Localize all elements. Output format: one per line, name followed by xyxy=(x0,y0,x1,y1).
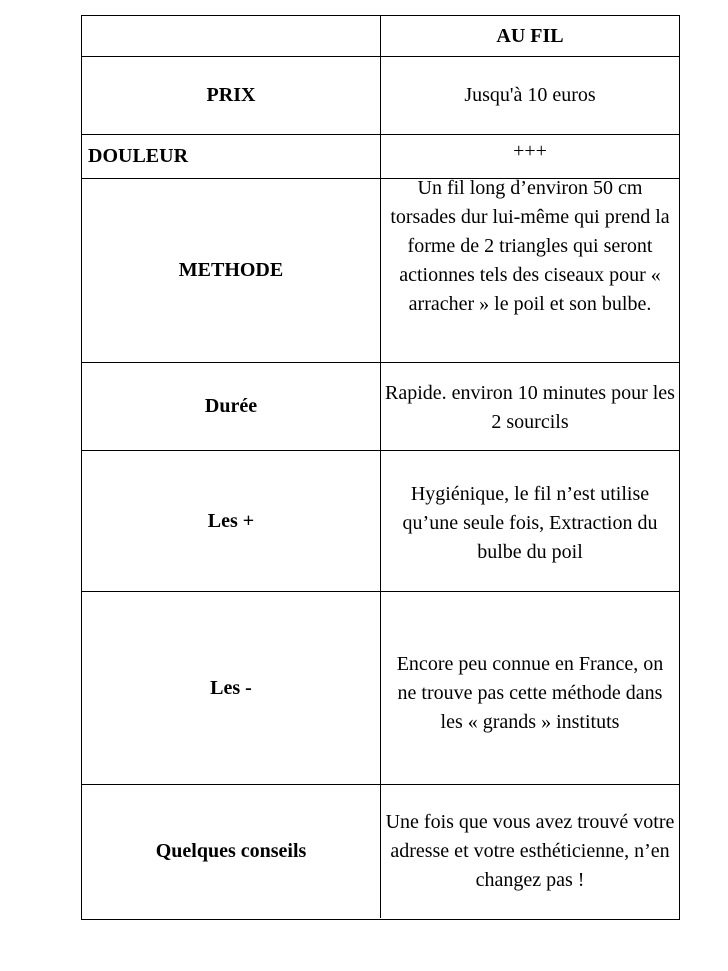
row-label: Quelques conseils xyxy=(82,785,381,918)
row-value: Un fil long d’environ 50 cm torsades dur lui-même qui prend la forme de 2 triangles qui seront actionnes tels des ciseaux pour « arracher » le poil et son bulbe. xyxy=(390,177,670,315)
row-label: Les + xyxy=(82,451,381,591)
row-value: Jusqu'à 10 euros xyxy=(464,84,596,106)
comparison-table xyxy=(81,15,680,920)
table-row-methode xyxy=(82,179,679,363)
row-label: DOULEUR xyxy=(82,135,381,178)
table-row-conseils xyxy=(82,785,679,918)
table-header-row xyxy=(82,16,679,57)
table-row-les-moins xyxy=(82,592,679,785)
row-label: METHODE xyxy=(82,179,381,362)
row-label: PRIX xyxy=(82,57,381,134)
row-value: Rapide. environ 10 minutes pour les 2 sourcils xyxy=(385,382,675,433)
table-row-duree xyxy=(82,363,679,451)
table-row-prix xyxy=(82,57,679,135)
header-label-cell xyxy=(82,16,381,56)
row-value: Encore peu connue en France, on ne trouve pas cette méthode dans les « grands » instituts xyxy=(396,652,664,733)
row-value: Une fois que vous avez trouvé votre adresse et votre esthéticienne, n’en changez pas ! xyxy=(385,811,675,891)
table-row-douleur xyxy=(82,135,679,179)
row-label: Durée xyxy=(82,363,381,450)
header-au-fil: AU FIL xyxy=(496,24,564,47)
row-value: +++ xyxy=(513,140,547,162)
row-label: Les - xyxy=(82,592,381,784)
row-value: Hygiénique, le fil n’est utilise qu’une seule fois, Extraction du bulbe du poil xyxy=(402,482,658,563)
table-row-les-plus xyxy=(82,451,679,592)
